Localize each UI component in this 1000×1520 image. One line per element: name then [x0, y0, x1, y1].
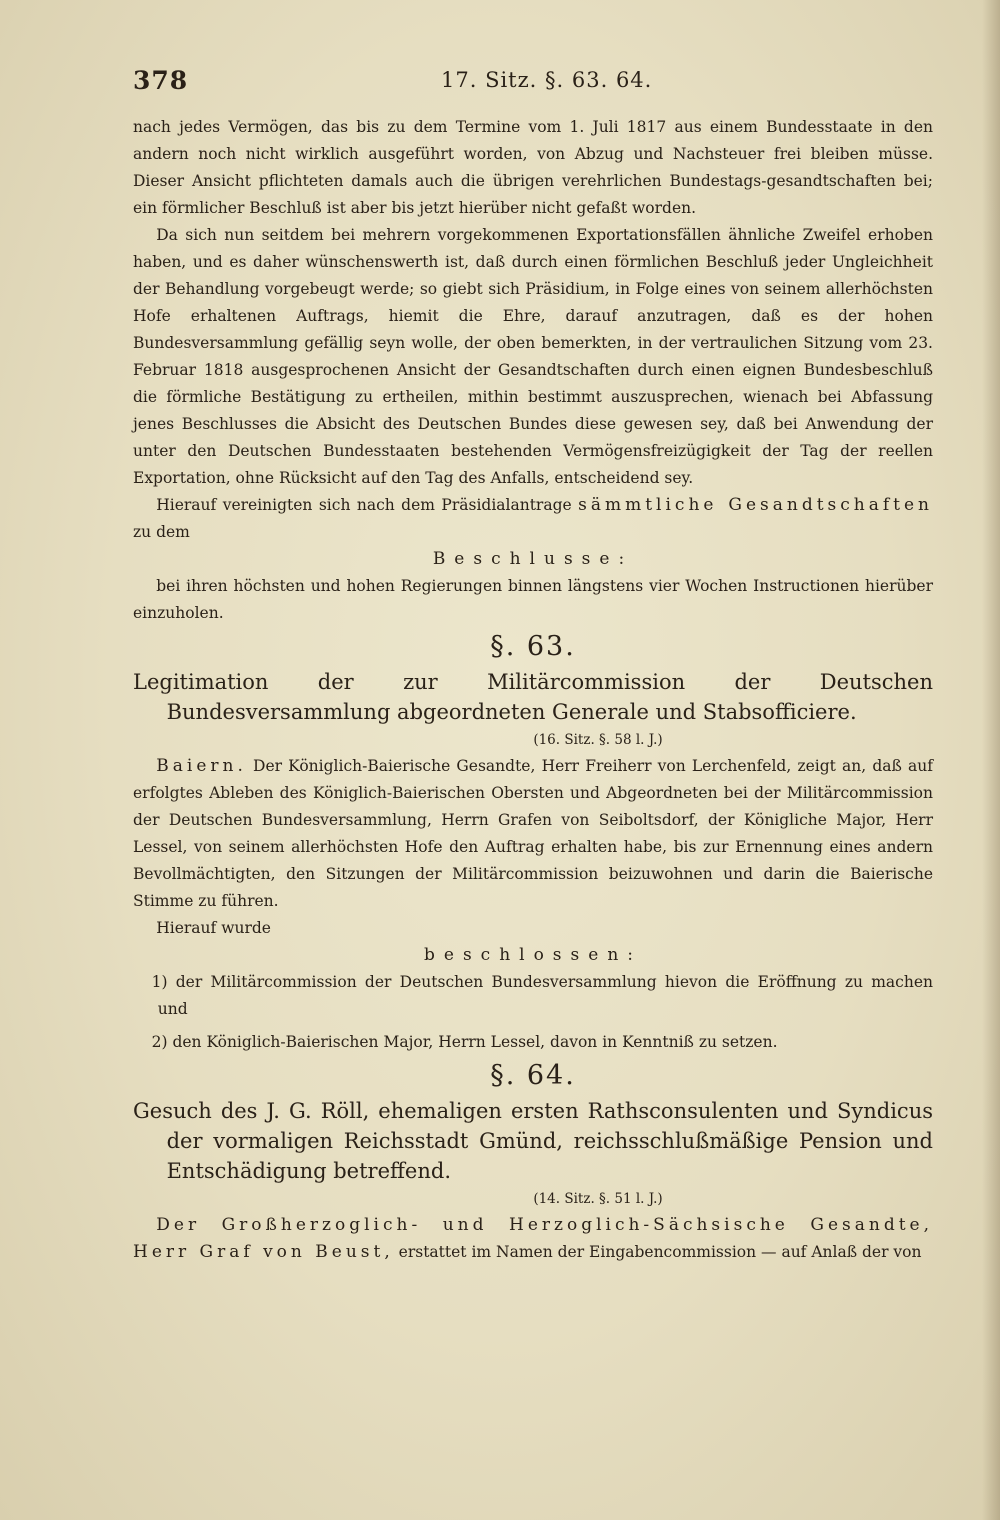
section-63-decision-label: beschlossen: [424, 945, 642, 965]
section-63-intro: Hierauf wurde [156, 919, 271, 937]
list-item: 2) den Königlich-Baierischen Major, Herrn Lessel, davon in Kenntniß zu setzen. [151, 1033, 778, 1051]
page-header [133, 66, 933, 106]
list-item: 1) der Militärcommission der Deutschen Bundesversammlung hievon die Eröffnung zu machen und [151, 973, 933, 1018]
section-64-body-text: erstattet im Namen der Eingabencommission — auf Anlaß der von [398, 1243, 922, 1261]
main-text [133, 114, 933, 1266]
section-64-envoy: Der Großherzoglich- und Herzoglich-Sächsische Gesandte, Herr Graf von Beust, [133, 1215, 933, 1262]
section-63-body-text: Der Königlich-Baierische Gesandte, Herr Freiherr von Lerchenfeld, zeigt an, daß auf erfolgtes Ableben des Königlich-Baierischen Obersten und Abgeordneten bei der Militärcommission der Deutschen Bundesversammlung, Herrn Grafen von Seiboltsdorf, der Königliche Major, Herr Lessel, von seinem allerhöchsten Hofe den Auftrag erhalten habe, bis zur Ernennung eines andern Bevollmächtigten, den Sitzungen der Militärcommission beizuwohnen und darin die Baierische Stimme zu führen. [133, 757, 933, 910]
section-64-title: Gesuch des J. G. Röll, ehemaligen ersten Rathsconsulenten und Syndicus der vormaligen Reichsstadt Gmünd, reichsschlußmäßige Pension und Entschädigung betreffend. [133, 1099, 933, 1183]
section-64-mark: §. 64. [490, 1060, 576, 1091]
running-head: 17. Sitz. §. 63. 64. [441, 68, 653, 92]
state-name: Baiern. [156, 756, 247, 776]
resolution-intro-end: zu dem [133, 523, 190, 541]
resolution-intro-spaced: sämmtliche Gesandtschaften [578, 495, 933, 515]
section-64-reference: (14. Sitz. §. 51 l. J.) [533, 1191, 663, 1207]
decision-label: Beschlusse: [432, 549, 634, 569]
resolution-intro-start: Hierauf vereinigten sich nach dem Präsidialantrage [156, 496, 572, 514]
section-63-title: Legitimation der zur Militärcommission der Deutschen Bundesversammlung abgeordneten Generale und Stabsofficiere. [133, 670, 933, 724]
decision-text: bei ihren höchsten und hohen Regierungen binnen längstens vier Wochen Instructionen hierüber einzuholen. [133, 577, 933, 622]
section-63-mark: §. 63. [490, 631, 576, 662]
paragraph: nach jedes Vermögen, das bis zu dem Termine vom 1. Juli 1817 aus einem Bundesstaate in den andern noch nicht wirklich ausgeführt worden, von Abzug und Nachsteuer frei bleiben müsse. Dieser Ansicht pflichteten damals auch die übrigen verehrlichen Bundestags-gesandtschaften bei; ein förmlicher Beschluß ist aber bis jetzt hierüber nicht gefaßt worden. [133, 118, 933, 217]
page-number: 378 [133, 66, 189, 95]
section-63-body [133, 753, 933, 915]
section-64-body [133, 1212, 933, 1266]
page-edge-shadow [982, 0, 1000, 1520]
paragraph: Da sich nun seitdem bei mehrern vorgekommenen Exportationsfällen ähnliche Zweifel erhoben haben, und es daher wünschenswerth ist, daß durch einen förmlichen Beschluß jeder Ungleichheit der Behandlung vorgebeugt werde; so giebt sich Präsidium, in Folge eines von seinem allerhöchsten Hofe erhaltenen Auftrags, hiemit die Ehre, darauf anzutragen, daß es der hohen Bundesversammlung gefällig seyn wolle, der oben bemerkten, in der vertraulichen Sitzung vom 23. Februar 1818 ausgesprochenen Ansicht der Gesandtschaften durch einen eignen Bundesbeschluß die förmliche Bestätigung zu ertheilen, mithin bestimmt auszusprechen, wienach bei Abfassung jenes Beschlusses die Absicht des Deutschen Bundes diese gewesen sey, daß bei Anwendung der unter den Deutschen Bundesstaaten bestehenden Vermögensfreizügigkeit der Tag der reellen Exportation, ohne Rücksicht auf den Tag des Anfalls, entscheidend sey. [133, 226, 933, 487]
section-63-reference: (16. Sitz. §. 58 l. J.) [533, 732, 663, 748]
paragraph-resolution-intro [133, 492, 933, 546]
